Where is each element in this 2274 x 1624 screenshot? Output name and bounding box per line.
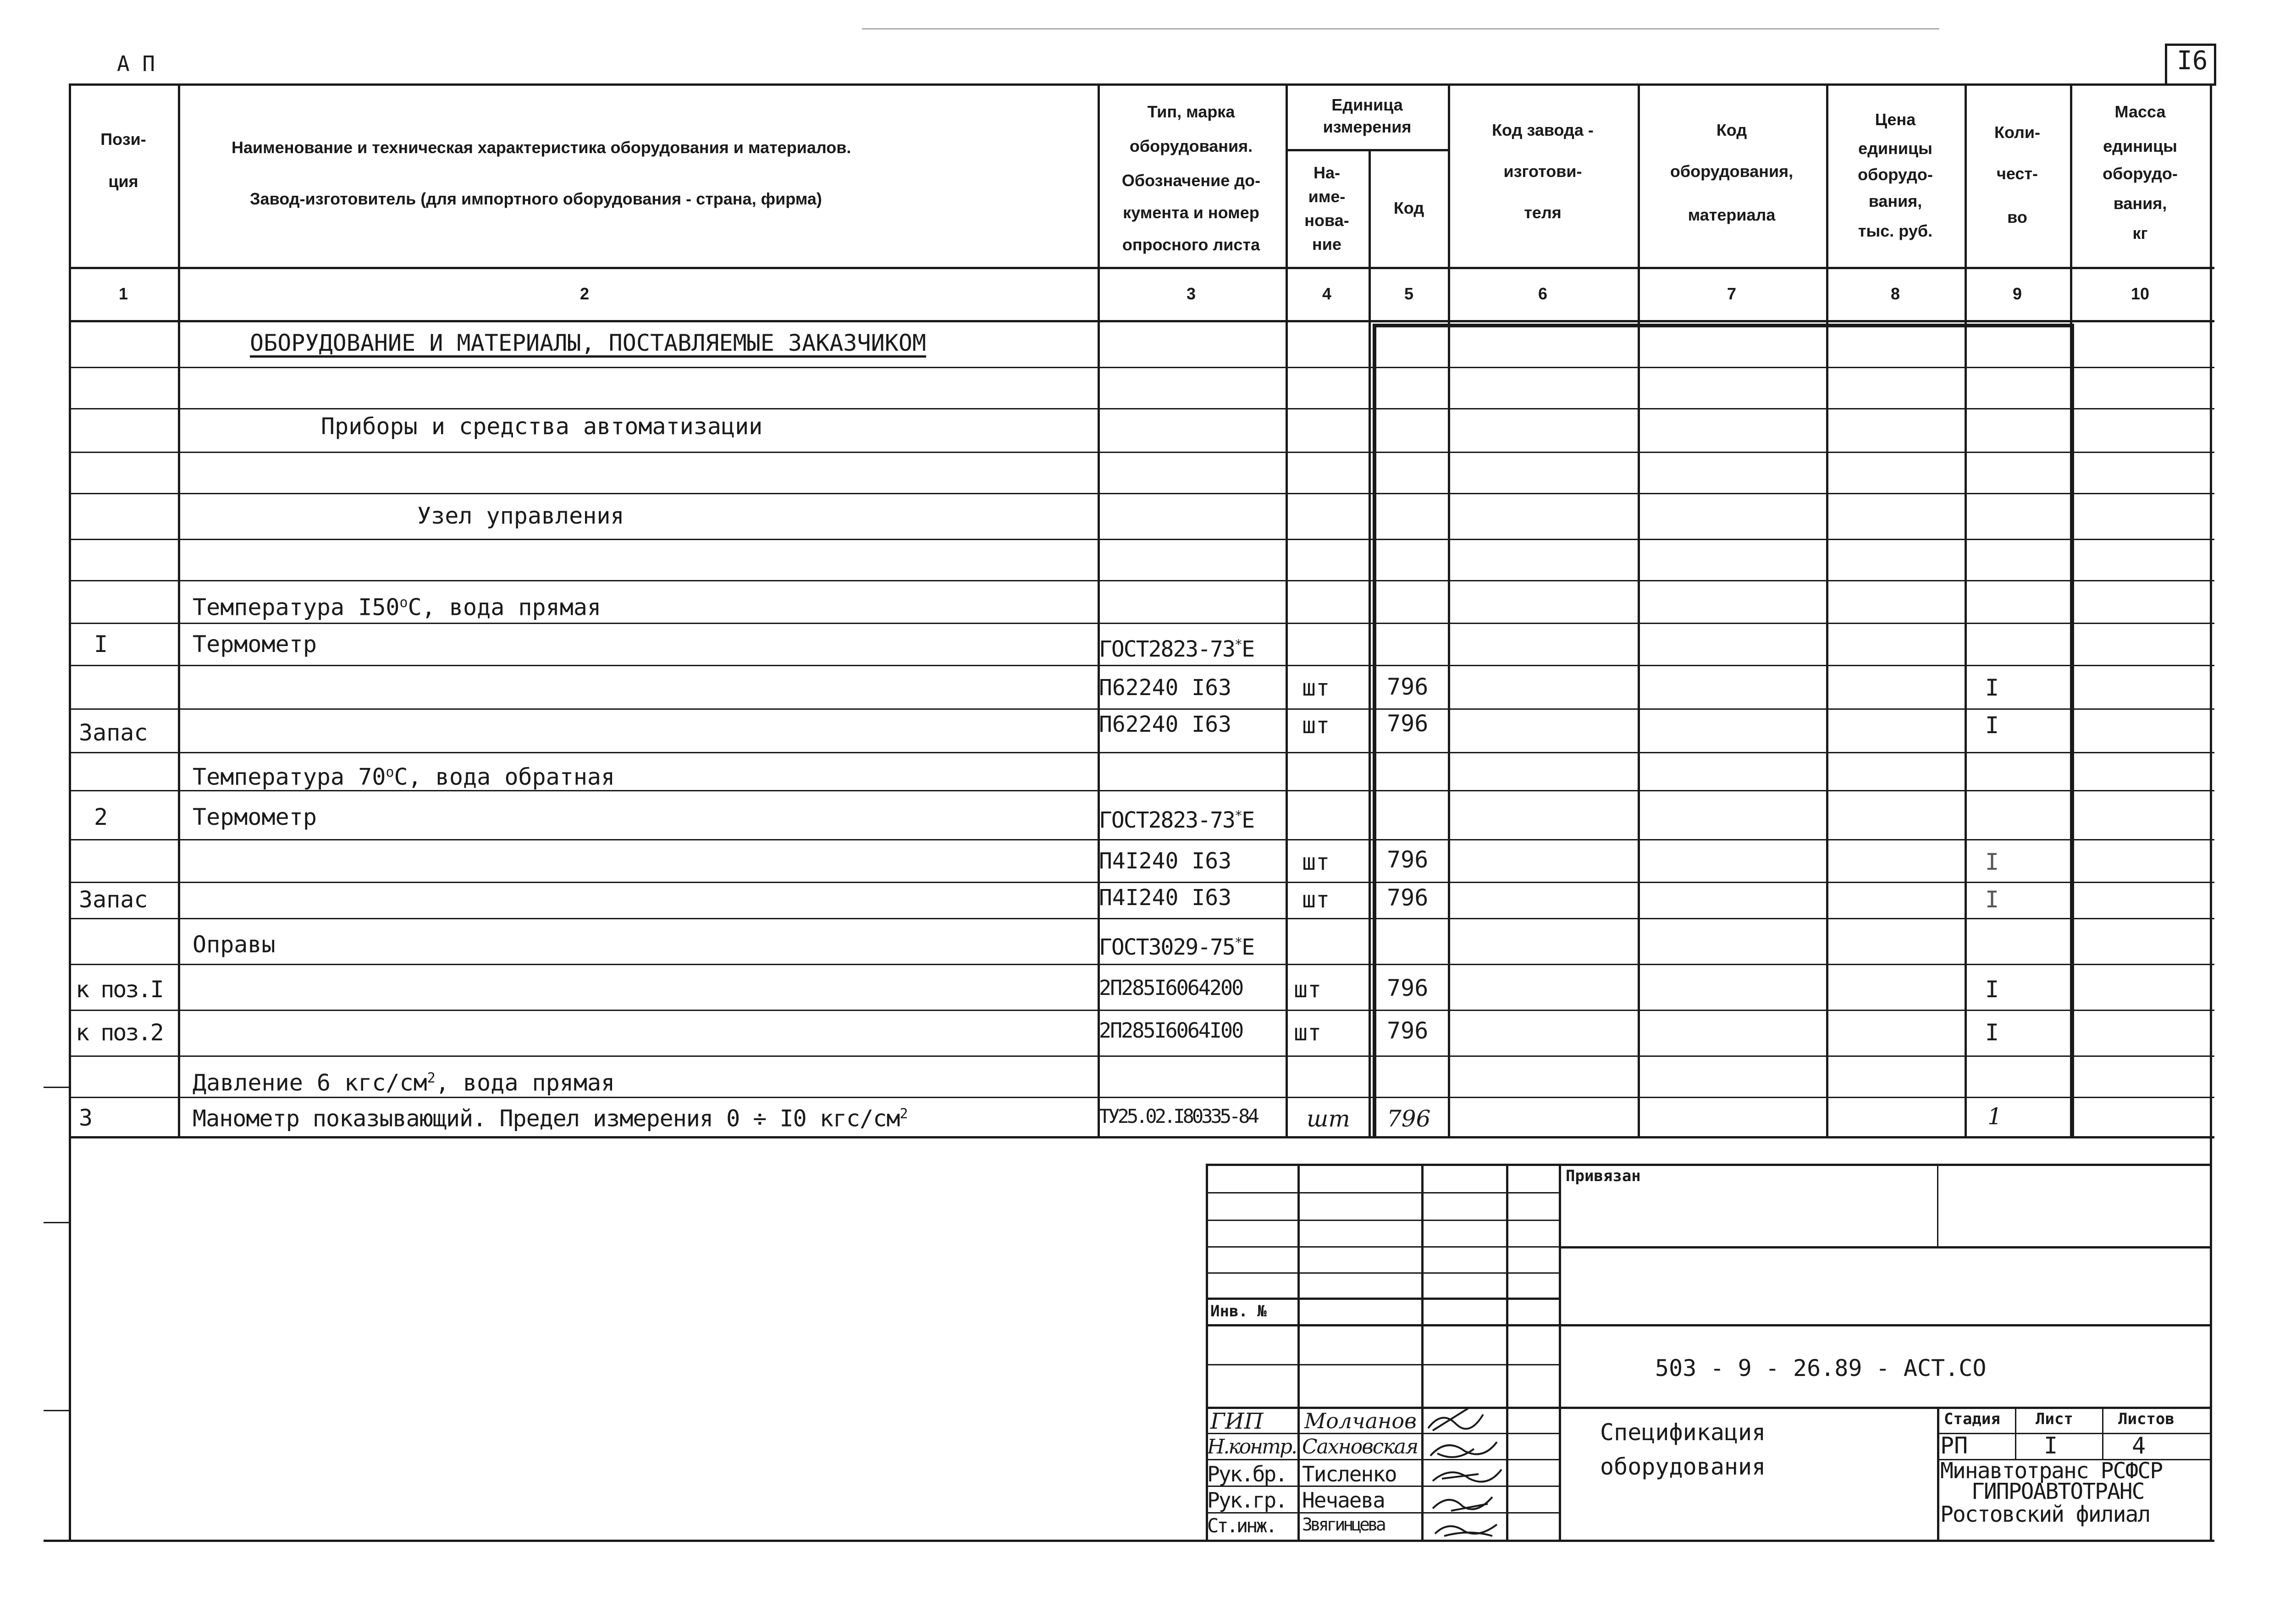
- org-line1: Минавтотранс РСФСР: [1940, 1458, 2163, 1484]
- header-col3-l1: Тип, марка: [1147, 102, 1235, 121]
- col-number: 7: [1727, 284, 1737, 303]
- document-designation: 503 - 9 - 26.89 - АСТ.СО: [1655, 1355, 1987, 1381]
- table-row-pos: Запас: [79, 886, 148, 913]
- section-heading: ОБОРУДОВАНИЕ И МАТЕРИАЛЫ, ПОСТАВЛЯЕМЫЕ ЗАКАЗЧИКОМ: [250, 330, 927, 356]
- numbers-bottom-line: [69, 320, 2214, 322]
- subsection-heading: Узел управления: [417, 503, 624, 529]
- col-number: 1: [118, 284, 128, 303]
- table-row-qty: I: [1985, 1019, 1999, 1046]
- table-row-pos: Запас: [79, 719, 148, 746]
- margin-tick: [44, 1222, 70, 1223]
- table-row-name: Термометр: [193, 804, 317, 830]
- header-col4-l3: нова-: [1304, 211, 1349, 230]
- col-number: 4: [1322, 284, 1332, 303]
- table-row-pos: к поз.2: [76, 1019, 163, 1046]
- signer-name: Молчанов: [1304, 1409, 1417, 1433]
- org-line2: ГИПРОАВТОТРАНС: [1971, 1479, 2144, 1504]
- table-row-qty: I: [1985, 886, 1999, 913]
- table-row-name: Термометр: [193, 631, 317, 657]
- table-row-doc: П62240 I63: [1099, 712, 1231, 737]
- header-col2-line1: Наименование и техническая характеристика оборудования и материалов.: [232, 138, 851, 157]
- sheet-label: Лист: [2036, 1410, 2073, 1428]
- tb-line: [2015, 1407, 2016, 1459]
- header-col10-l1: Масса: [2114, 102, 2166, 121]
- table-left-border: [69, 83, 71, 1138]
- header-col10-l3: оборудо-: [2103, 164, 2178, 183]
- table-row-name: Температура $I50^оС$, вода прямая: [193, 594, 602, 621]
- tb-line: [1937, 1164, 1938, 1246]
- col-number: 10: [2130, 284, 2150, 303]
- tb-line: [1559, 1164, 1561, 1542]
- table-row-unit: шт: [1302, 674, 1330, 701]
- stage-value: РП: [1940, 1432, 1968, 1459]
- margin-tick: [44, 1410, 70, 1411]
- table-row-qty: I: [1985, 849, 1999, 875]
- table-row-code: 796: [1387, 846, 1429, 873]
- col-number: 2: [580, 284, 590, 303]
- frame-right: [2210, 1136, 2212, 1542]
- table-row-qty: I: [1985, 674, 1999, 701]
- header-col7-l2: оборудования,: [1670, 162, 1794, 181]
- table-row-unit: шт: [1307, 1105, 1350, 1132]
- header-col3-l4: кумента и номер: [1123, 203, 1259, 222]
- header-unit-top-l2: измерения: [1323, 117, 1412, 136]
- header-col8-l1: Цена: [1875, 110, 1916, 129]
- table-row-doc: П4I240 I63: [1099, 885, 1231, 911]
- signatures-graphic: [1424, 1405, 1515, 1543]
- table-row-code: 796: [1387, 710, 1429, 737]
- header-col4-l2: име-: [1308, 187, 1346, 206]
- table-row-name: Манометр показывающий. Предел измерения 0 ÷ I0 кгс/$см^2$: [193, 1105, 908, 1132]
- page-number: I6: [2177, 46, 2208, 76]
- table-row-code: 796: [1387, 1017, 1429, 1044]
- sheets-value: 4: [2132, 1432, 2146, 1459]
- signer-role: Рук.бр.: [1207, 1462, 1286, 1486]
- sheets-label: Листов: [2118, 1410, 2175, 1428]
- tb-line: [2102, 1407, 2103, 1459]
- tb-line: [1206, 1298, 1559, 1300]
- unit-subheader-line: [1286, 149, 1449, 151]
- margin-tick: [44, 1087, 70, 1088]
- header-col4-l1: На-: [1313, 163, 1341, 182]
- privyazan-label: Привязан: [1566, 1167, 1641, 1185]
- table-row-code: 796: [1387, 975, 1429, 1001]
- table-row-doc: П4I240 I63: [1099, 848, 1231, 874]
- table-row-pos: к поз.I: [76, 976, 163, 1003]
- col-number: 8: [1890, 284, 1900, 303]
- header-col6-l1: Код завода -: [1492, 121, 1594, 139]
- header-col1b: ция: [108, 172, 138, 191]
- header-col3-l5: опросного листа: [1122, 235, 1260, 254]
- header-col8-l2: единицы: [1858, 139, 1932, 158]
- tb-line: [1206, 1192, 1559, 1193]
- header-col10-l2: единицы: [2103, 137, 2177, 155]
- tb-line: [1206, 1272, 1559, 1274]
- table-row-pos: I: [94, 631, 108, 657]
- table-top-border: [69, 83, 2214, 86]
- table-row-doc: ГОСТ3029-75*Е: [1099, 934, 1254, 960]
- frame-left: [69, 1136, 71, 1542]
- tb-line: [1559, 1324, 2212, 1326]
- header-col2-line2: Завод-изготовитель (для импортного оборудования - страна, фирма): [250, 189, 822, 208]
- table-row-unit: шт: [1294, 976, 1322, 1003]
- col-line: [178, 83, 180, 1138]
- inv-no-label: Инв. №: [1210, 1302, 1267, 1320]
- header-unit-top-l1: Единица: [1331, 95, 1403, 114]
- table-row-name: Оправы: [193, 931, 276, 958]
- table-row-pos: 3: [79, 1105, 93, 1131]
- table-row-doc: 2П285I6064I00: [1099, 1018, 1243, 1043]
- signer-role: Н.контр.: [1207, 1435, 1296, 1458]
- header-col6-l3: теля: [1524, 203, 1562, 222]
- signer-name: Сахновская: [1302, 1435, 1418, 1458]
- header-col6-l2: изготови-: [1503, 162, 1582, 181]
- header-col9-l2: чест-: [1996, 164, 2038, 183]
- table-row-unit: шт: [1302, 712, 1330, 739]
- col-number: 6: [1538, 284, 1548, 303]
- col-number: 5: [1404, 284, 1414, 303]
- tb-line: [1937, 1407, 1939, 1542]
- header-col8-l3: оборудо-: [1858, 165, 1933, 184]
- table-row-doc: ГОСТ2823-73*Е: [1099, 636, 1254, 662]
- header-col5: Код: [1393, 199, 1424, 217]
- table-row-code: 796: [1387, 1105, 1431, 1132]
- tb-line: [1937, 1433, 2212, 1434]
- sheet-value: I: [2044, 1432, 2058, 1459]
- bold-frame: [1373, 324, 2074, 1138]
- header-col10-l4: вания,: [2113, 194, 2167, 213]
- document-title-l1: Спецификация: [1600, 1419, 1766, 1446]
- table-row-doc: П62240 I63: [1099, 675, 1231, 701]
- tb-line: [1206, 1246, 1559, 1248]
- stage-label: Стадия: [1944, 1410, 2000, 1428]
- col-line: [1369, 149, 1371, 1138]
- header-col1: Пози-: [100, 130, 146, 149]
- org-line3: Ростовский филиал: [1940, 1502, 2150, 1527]
- col-number: 9: [2012, 284, 2022, 303]
- header-col8-l5: тыс. руб.: [1858, 221, 1933, 240]
- header-col9-l1: Коли-: [1994, 123, 2041, 142]
- table-row-pos: 2: [94, 804, 108, 830]
- corner-label: А П: [117, 51, 155, 76]
- header-col7-l3: материала: [1688, 205, 1776, 224]
- header-col3-l2: оборудования.: [1129, 137, 1253, 155]
- signer-name: Нечаева: [1302, 1488, 1385, 1513]
- signer-role: Ст.инж.: [1207, 1514, 1276, 1537]
- table-row-doc: ГОСТ2823-73*Е: [1099, 807, 1254, 833]
- tb-line: [1206, 1364, 1559, 1365]
- header-bottom-line: [69, 267, 2214, 269]
- col-number: 3: [1186, 284, 1196, 303]
- header-col10-l5: кг: [2132, 224, 2148, 243]
- signer-role: ГИП: [1210, 1409, 1264, 1434]
- table-row-qty: I: [1985, 712, 1999, 739]
- header-col4-l4: ние: [1312, 235, 1341, 254]
- tb-line: [1559, 1246, 2212, 1248]
- signer-name: Звягинцева: [1302, 1514, 1384, 1535]
- table-right-border: [2210, 83, 2212, 1138]
- frame-bottom: [44, 1540, 2214, 1542]
- table-row-qty: I: [1985, 976, 1999, 1003]
- tb-line: [1206, 1220, 1559, 1221]
- signer-role: Рук.гр.: [1207, 1488, 1286, 1513]
- table-row-code: 796: [1387, 884, 1429, 911]
- table-row-unit: шт: [1302, 886, 1330, 913]
- subsection-heading: Приборы и средства автоматизации: [321, 413, 763, 440]
- table-row-name: Температура $70^оС$, вода обратная: [193, 763, 615, 790]
- signer-name: Тисленко: [1302, 1462, 1396, 1486]
- table-row-doc: 2П285I6064200: [1099, 976, 1243, 1000]
- document-title-l2: оборудования: [1600, 1453, 1766, 1480]
- table-row-unit: шт: [1294, 1019, 1322, 1046]
- col-line: [1286, 83, 1288, 1138]
- header-col7-l1: Код: [1716, 121, 1747, 139]
- header-col9-l3: во: [2007, 208, 2027, 226]
- table-row-code: 796: [1387, 674, 1429, 700]
- table-row-name: Давление 6 кгс/$см^2$, вода прямая: [193, 1069, 615, 1096]
- top-dashed-line: [862, 28, 1939, 29]
- header-col8-l4: вания,: [1868, 192, 1922, 210]
- table-row-unit: шт: [1302, 849, 1330, 875]
- header-col3-l3: Обозначение до-: [1121, 171, 1261, 190]
- table-row-doc: ТУ25.02.I80335-84: [1099, 1105, 1257, 1127]
- table-row-qty: 1: [1987, 1103, 2002, 1130]
- tb-line: [1206, 1324, 1559, 1326]
- tb-line: [1206, 1164, 2212, 1166]
